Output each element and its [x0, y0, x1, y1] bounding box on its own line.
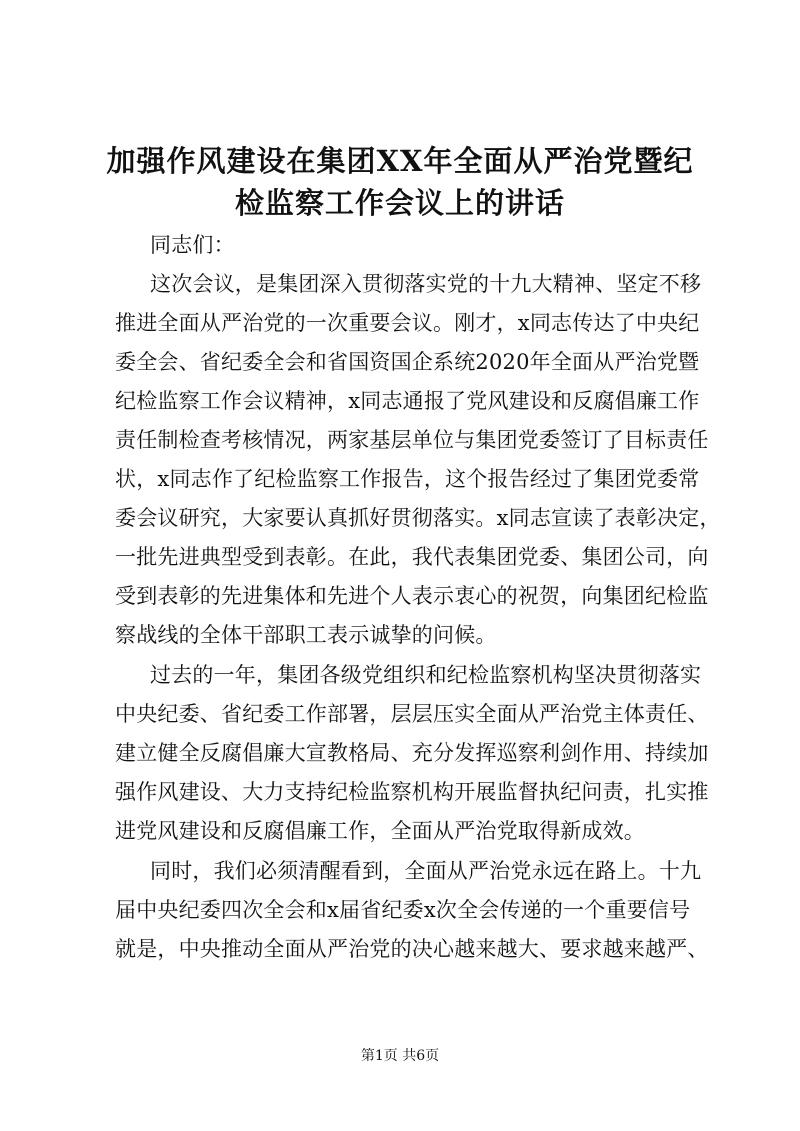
paragraph-2-line-2: 中央纪委、省纪委工作部署，层层压实全面从严治党主体责任、	[115, 702, 709, 726]
page-footer: 第1页 共6页	[360, 1048, 440, 1064]
paragraph-3-line-3: 就是，中央推动全面从严治党的决心越来越大、要求越来越严、	[115, 937, 709, 961]
paragraph-1-line-7: 委会议研究，大家要认真抓好贯彻落实。x同志宣读了表彰决定，	[115, 506, 721, 530]
paragraph-1-line-10: 察战线的全体干部职工表示诚挚的问候。	[115, 623, 497, 647]
document-title-line-2: 检监察工作会议上的讲话	[234, 186, 565, 220]
paragraph-2-line-5: 进党风建设和反腐倡廉工作，全面从严治党取得新成效。	[115, 819, 645, 843]
paragraph-3-line-1: 同时，我们必须清醒看到，全面从严治党永远在路上。十九	[150, 859, 702, 883]
paragraph-2-line-3: 建立健全反腐倡廉大宣教格局、充分发挥巡察利剑作用、持续加	[115, 741, 709, 765]
paragraph-2-line-1: 过去的一年，集团各级党组织和纪检监察机构坚决贯彻落实	[150, 663, 702, 687]
paragraph-1-line-3: 委全会、省纪委全会和省国资国企系统2020年全面从严治党暨	[115, 350, 700, 374]
paragraph-1-line-8: 一批先进典型受到表彰。在此，我代表集团党委、集团公司，向	[115, 545, 709, 569]
paragraph-2-line-4: 强作风建设、大力支持纪检监察机构开展监督执纪问责，扎实推	[115, 780, 709, 804]
paragraph-1-line-4: 纪检监察工作会议精神，x同志通报了党风建设和反腐倡廉工作	[115, 389, 700, 413]
salutation: 同志们：	[150, 233, 235, 257]
document-title-line-1: 加强作风建设在集团XX年全面从严治党暨纪	[106, 144, 694, 178]
paragraph-3-line-2: 届中央纪委四次全会和x届省纪委x次全会传递的一个重要信号	[115, 898, 691, 922]
paragraph-1-line-2: 推进全面从严治党的一次重要会议。刚才，x同志传达了中央纪	[115, 311, 700, 335]
paragraph-1-line-5: 责任制检查考核情况，两家基层单位与集团党委签订了目标责任	[115, 428, 709, 452]
paragraph-1-line-9: 受到表彰的先进集体和先进个人表示衷心的祝贺，向集团纪检监	[115, 584, 709, 608]
paragraph-1-line-1: 这次会议，是集团深入贯彻落实党的十九大精神、坚定不移	[150, 272, 702, 296]
paragraph-1-line-6: 状，x同志作了纪检监察工作报告，这个报告经过了集团党委常	[115, 467, 700, 491]
